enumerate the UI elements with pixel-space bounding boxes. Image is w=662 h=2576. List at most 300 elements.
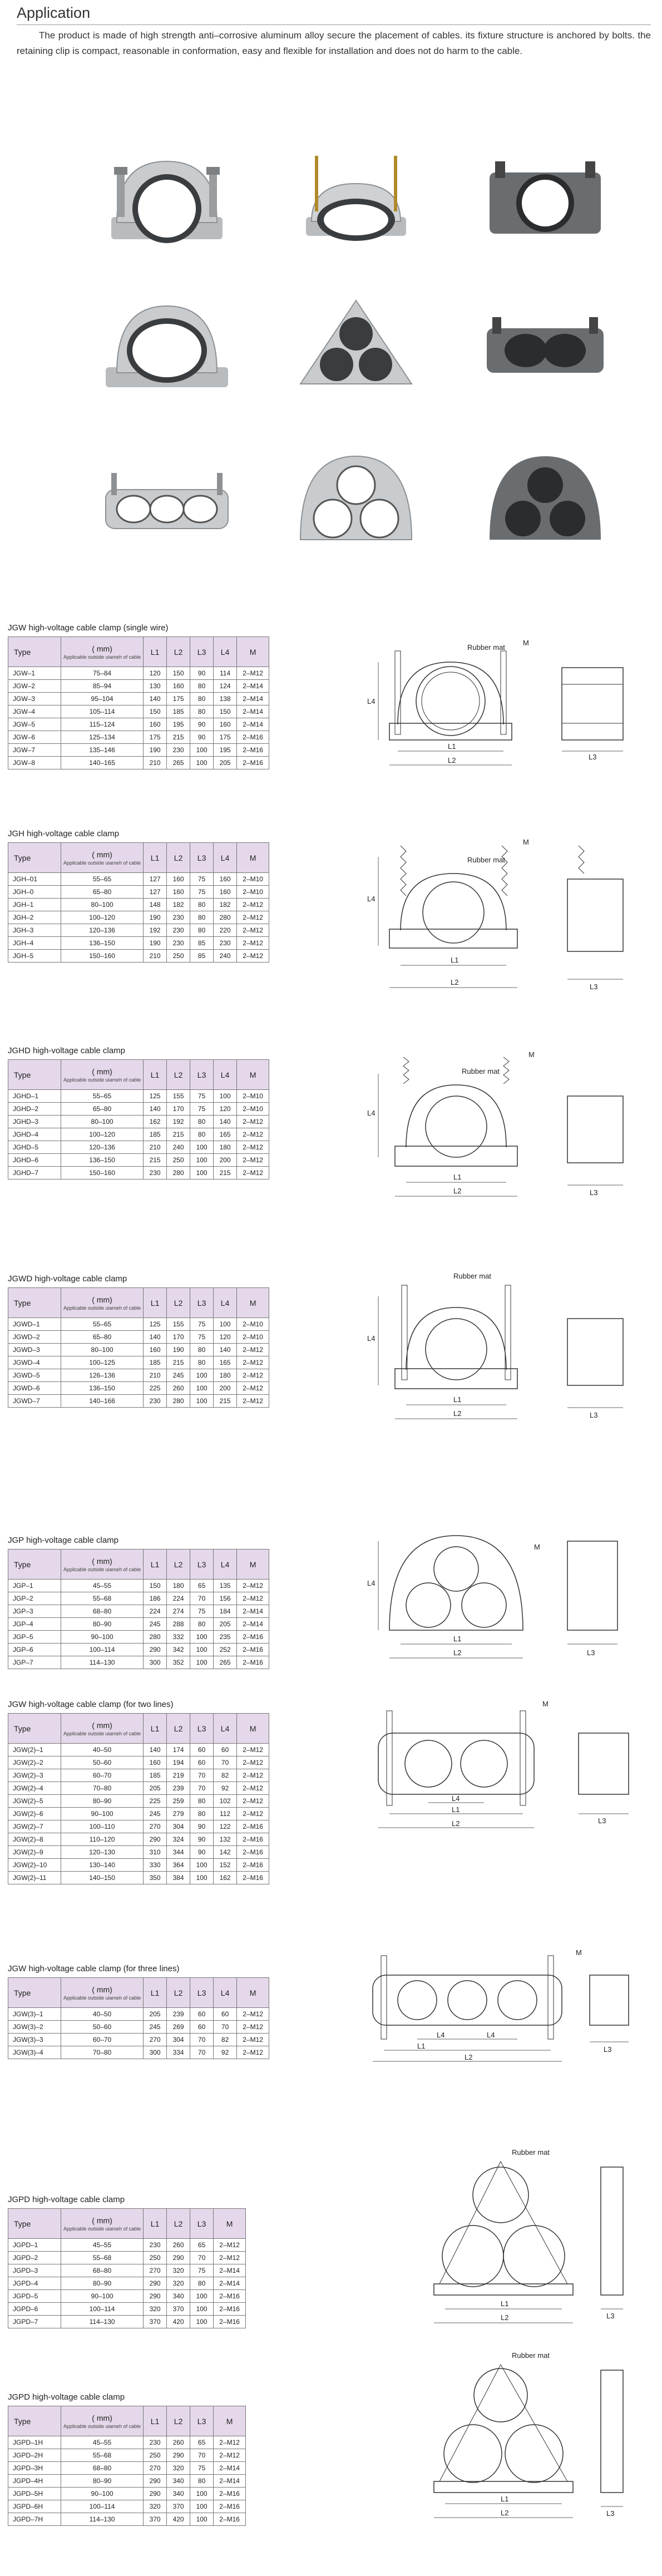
cell-range: 68–80	[61, 2264, 144, 2277]
cell-value: 70	[190, 1769, 214, 1782]
cell-value: 70	[190, 2252, 214, 2264]
cell-value: 140	[214, 1116, 237, 1128]
dim-l4: L4	[367, 895, 376, 903]
cell-value: 2–M12	[214, 2252, 246, 2264]
cell-type: JGH–5	[8, 950, 61, 963]
cell-type: JGW(3)–4	[8, 2046, 61, 2059]
cell-value: 320	[167, 2462, 190, 2475]
cell-range: 100–114	[61, 1644, 144, 1656]
m-label: M	[523, 640, 529, 647]
table-row	[8, 2277, 246, 2290]
table-row	[8, 2436, 246, 2449]
cell-type: JGP–1	[8, 1580, 61, 1592]
table-row	[8, 1395, 269, 1408]
cell-value: 235	[214, 1631, 237, 1644]
dim-l3: L3	[590, 983, 598, 991]
table-row	[8, 705, 269, 718]
cell-value: 2–M12	[237, 1756, 269, 1769]
cell-value: 220	[214, 924, 237, 937]
cell-range: 100–120	[61, 1128, 144, 1141]
cell-value: 70	[190, 2046, 214, 2059]
col-range-unit: ( mm)	[92, 1720, 112, 1730]
cell-value: 75	[190, 1090, 214, 1103]
cell-value: 334	[167, 2046, 190, 2059]
cell-type: JGW–2	[8, 680, 61, 693]
table-row	[8, 1141, 269, 1154]
cell-type: JGPD–6	[8, 2303, 61, 2316]
cell-value: 165	[214, 1128, 237, 1141]
table-row	[8, 718, 269, 731]
cell-value: 100	[190, 2513, 214, 2526]
cell-value: 160	[144, 718, 167, 731]
col-type: Type	[8, 1978, 61, 2008]
drawing-jgw-single	[356, 640, 645, 773]
drawing-jgpd	[423, 2145, 645, 2334]
cell-type: JGW(2)–1	[8, 1744, 61, 1756]
spec-table	[8, 2208, 246, 2328]
cell-type: JGPD–7H	[8, 2513, 61, 2526]
cell-value: 120	[214, 1103, 237, 1116]
cell-value: 148	[144, 899, 167, 911]
cell-type: JGHD–6	[8, 1154, 61, 1167]
page-title: Application	[17, 4, 91, 21]
cell-value: 92	[214, 1782, 237, 1795]
spec-table	[8, 1549, 269, 1669]
cell-value: 2–M16	[237, 1644, 269, 1656]
cell-value: 150	[167, 667, 190, 680]
cell-type: JGW(2)–5	[8, 1795, 61, 1808]
cell-value: 2–M12	[237, 1344, 269, 1356]
table-row	[8, 1103, 269, 1116]
cell-value: 260	[167, 2239, 190, 2252]
cell-value: 160	[144, 1344, 167, 1356]
table-row	[8, 2239, 246, 2252]
cell-type: JGP–3	[8, 1605, 61, 1618]
cell-type: JGWD–2	[8, 1331, 61, 1344]
dim-l2: L2	[448, 756, 456, 764]
photo-triple-inline-clamp	[100, 451, 234, 556]
dim-l2: L2	[501, 2509, 509, 2517]
col-l1: L1	[144, 1060, 167, 1090]
cell-type: JGW(2)–8	[8, 1833, 61, 1846]
table-row	[8, 1859, 269, 1872]
cell-value: 2–M10	[237, 886, 269, 899]
cell-range: 80–90	[61, 2277, 144, 2290]
cell-value: 250	[144, 2252, 167, 2264]
cell-value: 120	[144, 667, 167, 680]
cell-range: 90–100	[61, 1808, 144, 1820]
cell-value: 150	[144, 705, 167, 718]
cell-value: 2–M10	[237, 1318, 269, 1331]
cell-value: 160	[167, 680, 190, 693]
col-range-unit: ( mm)	[92, 1556, 112, 1566]
section-title: JGHD high-voltage cable clamp	[8, 1046, 125, 1055]
dim-l4-a: L4	[437, 2031, 445, 2039]
cell-value: 2–M16	[214, 2488, 246, 2500]
section-title: JGPD high-voltage cable clamp	[8, 2195, 125, 2204]
col-range	[61, 2406, 144, 2436]
cell-type: JGPD–1	[8, 2239, 61, 2252]
cell-range: 125–134	[61, 731, 144, 744]
table-row	[8, 2462, 246, 2475]
dim-l3: L3	[604, 2045, 612, 2054]
photo-dark-triangle-clamp	[478, 451, 612, 556]
table-row	[8, 1382, 269, 1395]
cell-type: JGH–1	[8, 899, 61, 911]
cell-value: 279	[167, 1808, 190, 1820]
cell-value: 320	[167, 2264, 190, 2277]
cell-value: 2–M12	[214, 2239, 246, 2252]
cell-type: JGH–01	[8, 873, 61, 886]
cell-value: 175	[167, 693, 190, 705]
cell-value: 304	[167, 2034, 190, 2046]
cell-value: 340	[167, 2488, 190, 2500]
table-row	[8, 1369, 269, 1382]
spec-table	[8, 1977, 269, 2059]
rubber-mat-label: Rubber mat	[462, 1067, 500, 1075]
cell-value: 180	[167, 1580, 190, 1592]
col-l3: L3	[190, 2406, 214, 2436]
section-title: JGWD high-voltage cable clamp	[8, 1274, 127, 1284]
table-row	[8, 1795, 269, 1808]
cell-value: 225	[144, 1795, 167, 1808]
table-row	[8, 2021, 269, 2034]
cell-type: JGH–0	[8, 886, 61, 899]
cell-value: 175	[214, 731, 237, 744]
cell-range: 55–68	[61, 2449, 144, 2462]
cell-value: 100	[190, 744, 214, 757]
cell-value: 185	[144, 1356, 167, 1369]
cell-value: 280	[167, 1167, 190, 1180]
cell-type: JGHD–2	[8, 1103, 61, 1116]
cell-value: 2–M16	[237, 1872, 269, 1884]
section-title: JGW high-voltage cable clamp (single wire)	[8, 623, 169, 633]
cell-value: 100	[190, 1382, 214, 1395]
cell-value: 304	[167, 1820, 190, 1833]
cell-value: 2–M12	[237, 2021, 269, 2034]
col-l2: L2	[167, 1288, 190, 1318]
cell-value: 2–M12	[214, 2449, 246, 2462]
cell-value: 300	[144, 1656, 167, 1669]
cell-value: 230	[144, 1395, 167, 1408]
cell-value: 192	[144, 924, 167, 937]
dim-l1: L1	[417, 2042, 426, 2050]
table-row	[8, 757, 269, 769]
cell-value: 215	[214, 1395, 237, 1408]
col-m: M	[237, 1549, 269, 1580]
cell-value: 90	[190, 731, 214, 744]
cell-value: 100	[190, 1644, 214, 1656]
spec-table	[8, 2406, 246, 2526]
drawing-jgpd-h	[423, 2348, 645, 2526]
dim-l3: L3	[606, 2312, 615, 2320]
table-row	[8, 1592, 269, 1605]
table-row	[8, 1769, 269, 1782]
cell-range: 55–68	[61, 1592, 144, 1605]
m-label: M	[523, 838, 529, 846]
dim-l3: L3	[590, 1411, 598, 1419]
table-row	[8, 2303, 246, 2316]
cell-value: 330	[144, 1859, 167, 1872]
cell-value: 155	[167, 1090, 190, 1103]
cell-value: 160	[214, 886, 237, 899]
rubber-mat-label: Rubber mat	[467, 856, 505, 864]
cell-type: JGPD–2	[8, 2252, 61, 2264]
cell-value: 205	[144, 2008, 167, 2021]
cell-value: 100	[190, 1141, 214, 1154]
col-l3: L3	[190, 1060, 214, 1090]
cell-range: 80–100	[61, 1116, 144, 1128]
cell-range: 40–50	[61, 1744, 144, 1756]
cell-value: 100	[214, 1090, 237, 1103]
table-row	[8, 873, 269, 886]
cell-value: 170	[167, 1103, 190, 1116]
table-row	[8, 924, 269, 937]
cell-range: 136–150	[61, 1154, 144, 1167]
cell-value: 60	[190, 2021, 214, 2034]
col-type: Type	[8, 1060, 61, 1090]
cell-type: JGWD–5	[8, 1369, 61, 1382]
cell-value: 100	[190, 1631, 214, 1644]
cell-value: 162	[214, 1872, 237, 1884]
cell-value: 2–M16	[214, 2513, 246, 2526]
cell-value: 82	[214, 2034, 237, 2046]
cell-value: 85	[190, 937, 214, 950]
dim-l3: L3	[606, 2509, 615, 2518]
cell-type: JGPD–4H	[8, 2475, 61, 2488]
rubber-mat-label: Rubber mat	[512, 2351, 550, 2360]
dim-l4: L4	[367, 1334, 376, 1343]
table-row	[8, 1356, 269, 1369]
cell-value: 100	[214, 1318, 237, 1331]
table-row	[8, 1605, 269, 1618]
dim-l2: L2	[451, 978, 459, 986]
cell-range: 140–150	[61, 1872, 144, 1884]
table-row	[8, 1644, 269, 1656]
cell-type: JGW–8	[8, 757, 61, 769]
cell-type: JGHD–7	[8, 1167, 61, 1180]
cell-value: 80	[190, 705, 214, 718]
cell-value: 245	[144, 1618, 167, 1631]
cell-value: 80	[190, 1128, 214, 1141]
dim-l3: L3	[598, 1817, 606, 1825]
cell-value: 75	[190, 2264, 214, 2277]
spec-table	[8, 636, 269, 769]
table-row	[8, 2449, 246, 2462]
cell-value: 114	[214, 667, 237, 680]
cell-value: 125	[144, 1318, 167, 1331]
col-l2: L2	[167, 1549, 190, 1580]
cell-value: 70	[190, 2034, 214, 2046]
cell-value: 140	[144, 693, 167, 705]
dim-l2: L2	[501, 2313, 509, 2322]
col-type: Type	[8, 2209, 61, 2239]
photo-triple-clamp-angled	[289, 295, 423, 401]
cell-value: 274	[167, 1605, 190, 1618]
cell-value: 2–M12	[214, 2436, 246, 2449]
cell-value: 205	[214, 1618, 237, 1631]
cell-value: 130	[144, 680, 167, 693]
col-range	[61, 1288, 144, 1318]
cell-range: 110–120	[61, 1833, 144, 1846]
table-row	[8, 1820, 269, 1833]
cell-value: 210	[144, 1141, 167, 1154]
cell-value: 2–M12	[237, 924, 269, 937]
col-m: M	[237, 1978, 269, 2008]
cell-value: 70	[214, 2021, 237, 2034]
col-m: M	[214, 2209, 246, 2239]
cell-type: JGW(2)–10	[8, 1859, 61, 1872]
table-row	[8, 680, 269, 693]
cell-value: 342	[167, 1644, 190, 1656]
cell-value: 2–M12	[237, 1795, 269, 1808]
drawing-jgw-two-lines	[356, 1700, 645, 1839]
table-row	[8, 2252, 246, 2264]
cell-value: 100	[190, 1167, 214, 1180]
col-l1: L1	[144, 843, 167, 873]
cell-value: 100	[190, 1395, 214, 1408]
cell-type: JGPD–3H	[8, 2462, 61, 2475]
col-m: M	[237, 843, 269, 873]
intro-paragraph: The product is made of high strength anti–corrosive aluminum alloy secure the placement of cables. its fixture structure is anchored by bolts. the retaining clip is compact, reasonable in conformation, easy and flexible for installation and does not do harm to the cable.	[17, 30, 651, 56]
cell-range: 65–80	[61, 1331, 144, 1344]
cell-value: 2–M12	[237, 1369, 269, 1382]
spec-table	[8, 1287, 269, 1408]
cell-value: 180	[214, 1369, 237, 1382]
cell-type: JGW(2)–4	[8, 1782, 61, 1795]
cell-value: 239	[167, 2008, 190, 2021]
cell-value: 60	[214, 1744, 237, 1756]
cell-value: 162	[144, 1116, 167, 1128]
col-m: M	[237, 1288, 269, 1318]
cell-value: 2–M10	[237, 1331, 269, 1344]
col-range	[61, 637, 144, 667]
cell-range: 120–136	[61, 924, 144, 937]
cell-type: JGWD–3	[8, 1344, 61, 1356]
cell-value: 2–M12	[237, 1141, 269, 1154]
table-row	[8, 911, 269, 924]
cell-value: 224	[144, 1605, 167, 1618]
cell-value: 2–M16	[214, 2303, 246, 2316]
cell-range: 90–100	[61, 1631, 144, 1644]
cell-value: 290	[144, 2475, 167, 2488]
cell-value: 230	[167, 911, 190, 924]
cell-range: 114–130	[61, 1656, 144, 1669]
dim-l4: L4	[367, 697, 376, 705]
cell-value: 132	[214, 1833, 237, 1846]
cell-type: JGW(2)–3	[8, 1769, 61, 1782]
col-range-unit: ( mm)	[92, 1985, 112, 1994]
col-type: Type	[8, 637, 61, 667]
cell-value: 2–M16	[237, 1846, 269, 1859]
cell-value: 290	[167, 2252, 190, 2264]
cell-value: 370	[144, 2316, 167, 2328]
cell-value: 2–M16	[214, 2290, 246, 2303]
col-m: M	[237, 637, 269, 667]
col-range-label: Applicable outside uiameh of cable	[63, 1730, 141, 1736]
cell-type: JGW–4	[8, 705, 61, 718]
cell-value: 2–M16	[237, 731, 269, 744]
cell-value: 70	[214, 1756, 237, 1769]
cell-value: 2–M12	[237, 1116, 269, 1128]
cell-range: 60–70	[61, 1769, 144, 1782]
cell-value: 2–M16	[237, 1833, 269, 1846]
cell-value: 140	[144, 1103, 167, 1116]
table-row	[8, 2500, 246, 2513]
col-l2: L2	[167, 1978, 190, 2008]
cell-range: 80–90	[61, 1795, 144, 1808]
col-range-unit: ( mm)	[92, 1295, 112, 1304]
col-range-unit: ( mm)	[92, 1067, 112, 1076]
section-title: JGPD high-voltage cable clamp	[8, 2392, 125, 2402]
cell-value: 252	[214, 1644, 237, 1656]
cell-value: 2–M16	[214, 2500, 246, 2513]
col-l4: L4	[214, 843, 237, 873]
cell-range: 120–136	[61, 1141, 144, 1154]
cell-value: 290	[167, 2449, 190, 2462]
cell-value: 190	[144, 937, 167, 950]
cell-value: 265	[167, 757, 190, 769]
cell-value: 80	[190, 1116, 214, 1128]
cell-value: 215	[167, 731, 190, 744]
table-row	[8, 2264, 246, 2277]
cell-range: 80–90	[61, 2475, 144, 2488]
cell-value: 200	[214, 1154, 237, 1167]
cell-value: 160	[167, 886, 190, 899]
col-range-unit: ( mm)	[92, 2413, 112, 2422]
cell-value: 184	[214, 1605, 237, 1618]
cell-range: 68–80	[61, 1605, 144, 1618]
table-row	[8, 667, 269, 680]
cell-type: JGPD–5H	[8, 2488, 61, 2500]
cell-value: 2–M12	[237, 1382, 269, 1395]
cell-value: 70	[190, 1782, 214, 1795]
cell-value: 2–M12	[237, 1592, 269, 1605]
cell-value: 245	[144, 1808, 167, 1820]
col-range-label: Applicable outside uiameh of cable	[63, 2423, 141, 2429]
table-row	[8, 1154, 269, 1167]
cell-value: 2–M10	[237, 1090, 269, 1103]
cell-type: JGP–2	[8, 1592, 61, 1605]
cell-value: 80	[190, 1808, 214, 1820]
cell-value: 2–M12	[237, 899, 269, 911]
cell-value: 90	[190, 667, 214, 680]
cell-value: 210	[144, 1369, 167, 1382]
drawing-jgwd	[356, 1263, 645, 1430]
dim-l1: L1	[453, 1635, 462, 1643]
cell-value: 150	[214, 705, 237, 718]
cell-type: JGHD–5	[8, 1141, 61, 1154]
cell-value: 290	[144, 1833, 167, 1846]
cell-value: 2–M12	[237, 2046, 269, 2059]
col-m: M	[237, 1714, 269, 1744]
cell-value: 219	[167, 1769, 190, 1782]
cell-value: 138	[214, 693, 237, 705]
cell-value: 2–M16	[237, 744, 269, 757]
table-row	[8, 744, 269, 757]
photo-dark-single-clamp	[478, 150, 612, 256]
cell-value: 2–M12	[237, 1580, 269, 1592]
cell-value: 195	[214, 744, 237, 757]
cell-type: JGP–5	[8, 1631, 61, 1644]
cell-type: JGW(3)–3	[8, 2034, 61, 2046]
cell-range: 55–68	[61, 2252, 144, 2264]
cell-value: 160	[214, 718, 237, 731]
cell-value: 80	[190, 1344, 214, 1356]
cell-type: JGW–1	[8, 667, 61, 680]
rubber-mat-label: Rubber mat	[453, 1272, 491, 1280]
cell-value: 320	[144, 2303, 167, 2316]
